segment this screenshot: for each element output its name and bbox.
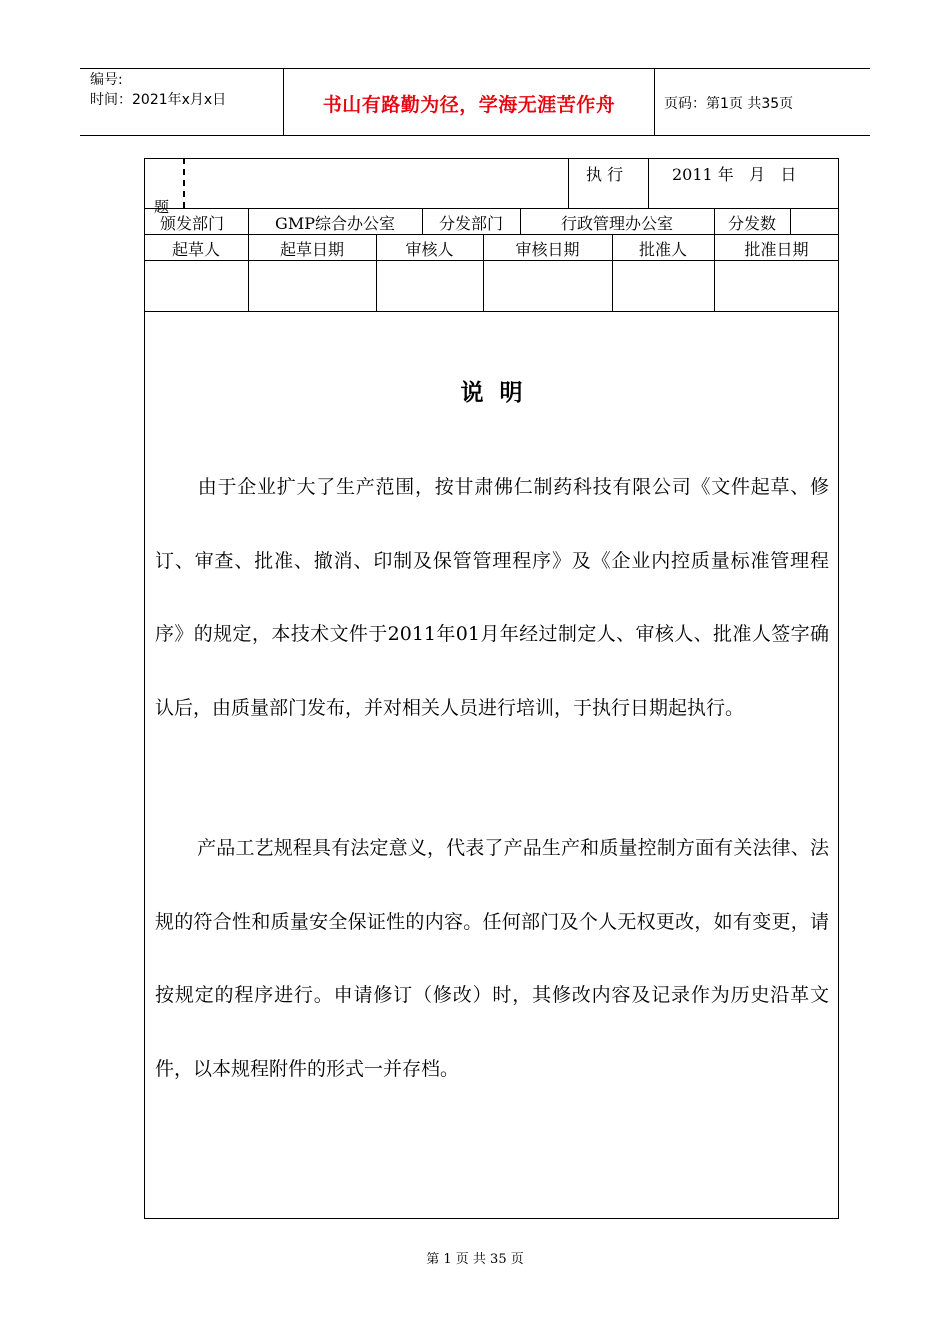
paragraph-text: 由于企业扩大了生产范围，按甘肃佛仁制药科技有限公司《文件起草、修订、审查、批准、撤消、印制及保管管理程序》及《企业内控质量标准管理程序》的规定，本技术文件于2011年01月年经过制定人、审核人、批准人签字确认后，由质量部门发布，并对相关人员进行培训，于执行日期起执行。 bbox=[155, 476, 829, 719]
header-divider bbox=[654, 68, 655, 136]
col-draft-date: 起草日期 bbox=[279, 240, 344, 259]
page-footer: 第 1 页 共 35 页 bbox=[426, 1252, 524, 1267]
paragraph bbox=[155, 812, 829, 1106]
form-col-rule bbox=[648, 158, 649, 208]
dist-count-label: 分发数 bbox=[727, 214, 776, 233]
form-col-rule bbox=[568, 158, 569, 208]
number-label: 编号: bbox=[90, 72, 123, 88]
header-page-info: 页码：第1页 共35页 bbox=[664, 96, 794, 112]
time-label: 时间：2021年x月x日 bbox=[90, 92, 227, 108]
header-bottom-rule bbox=[80, 135, 870, 136]
exec-date: 2011 年 月 日 bbox=[672, 165, 797, 184]
col-reviewer: 审核人 bbox=[405, 240, 454, 259]
col-approver: 批准人 bbox=[638, 240, 687, 259]
dist-dept-label: 分发部门 bbox=[438, 214, 503, 233]
exec-label: 执 行 bbox=[586, 165, 624, 184]
document-title: 说 明 bbox=[460, 380, 523, 406]
header-top-rule bbox=[80, 68, 870, 69]
header-motto: 书山有路勤为径，学海无涯苦作舟 bbox=[322, 94, 616, 116]
col-review-date: 审核日期 bbox=[515, 240, 580, 259]
title-label: 题 bbox=[154, 198, 170, 216]
header-meta bbox=[90, 70, 226, 110]
form-row-rule bbox=[144, 311, 839, 312]
issue-dept-label: 颁发部门 bbox=[160, 214, 225, 233]
paragraph-text: 产品工艺规程具有法定意义，代表了产品生产和质量控制方面有关法律、法规的符合性和质量安全保证性的内容。任何部门及个人无权更改，如有变更，请按规定的程序进行。申请修订（修改）时，其修改内容及记录作为历史沿革文件，以本规程附件的形式一并存档。 bbox=[155, 837, 829, 1080]
title-dashed-marker bbox=[183, 158, 185, 208]
issue-dept-value: GMP综合办公室 bbox=[275, 214, 395, 233]
form-col-rule bbox=[790, 208, 791, 234]
col-approve-date: 批准日期 bbox=[744, 240, 809, 259]
paragraph bbox=[155, 451, 829, 745]
dist-dept-value: 行政管理办公室 bbox=[560, 214, 673, 233]
col-drafter: 起草人 bbox=[171, 240, 220, 259]
